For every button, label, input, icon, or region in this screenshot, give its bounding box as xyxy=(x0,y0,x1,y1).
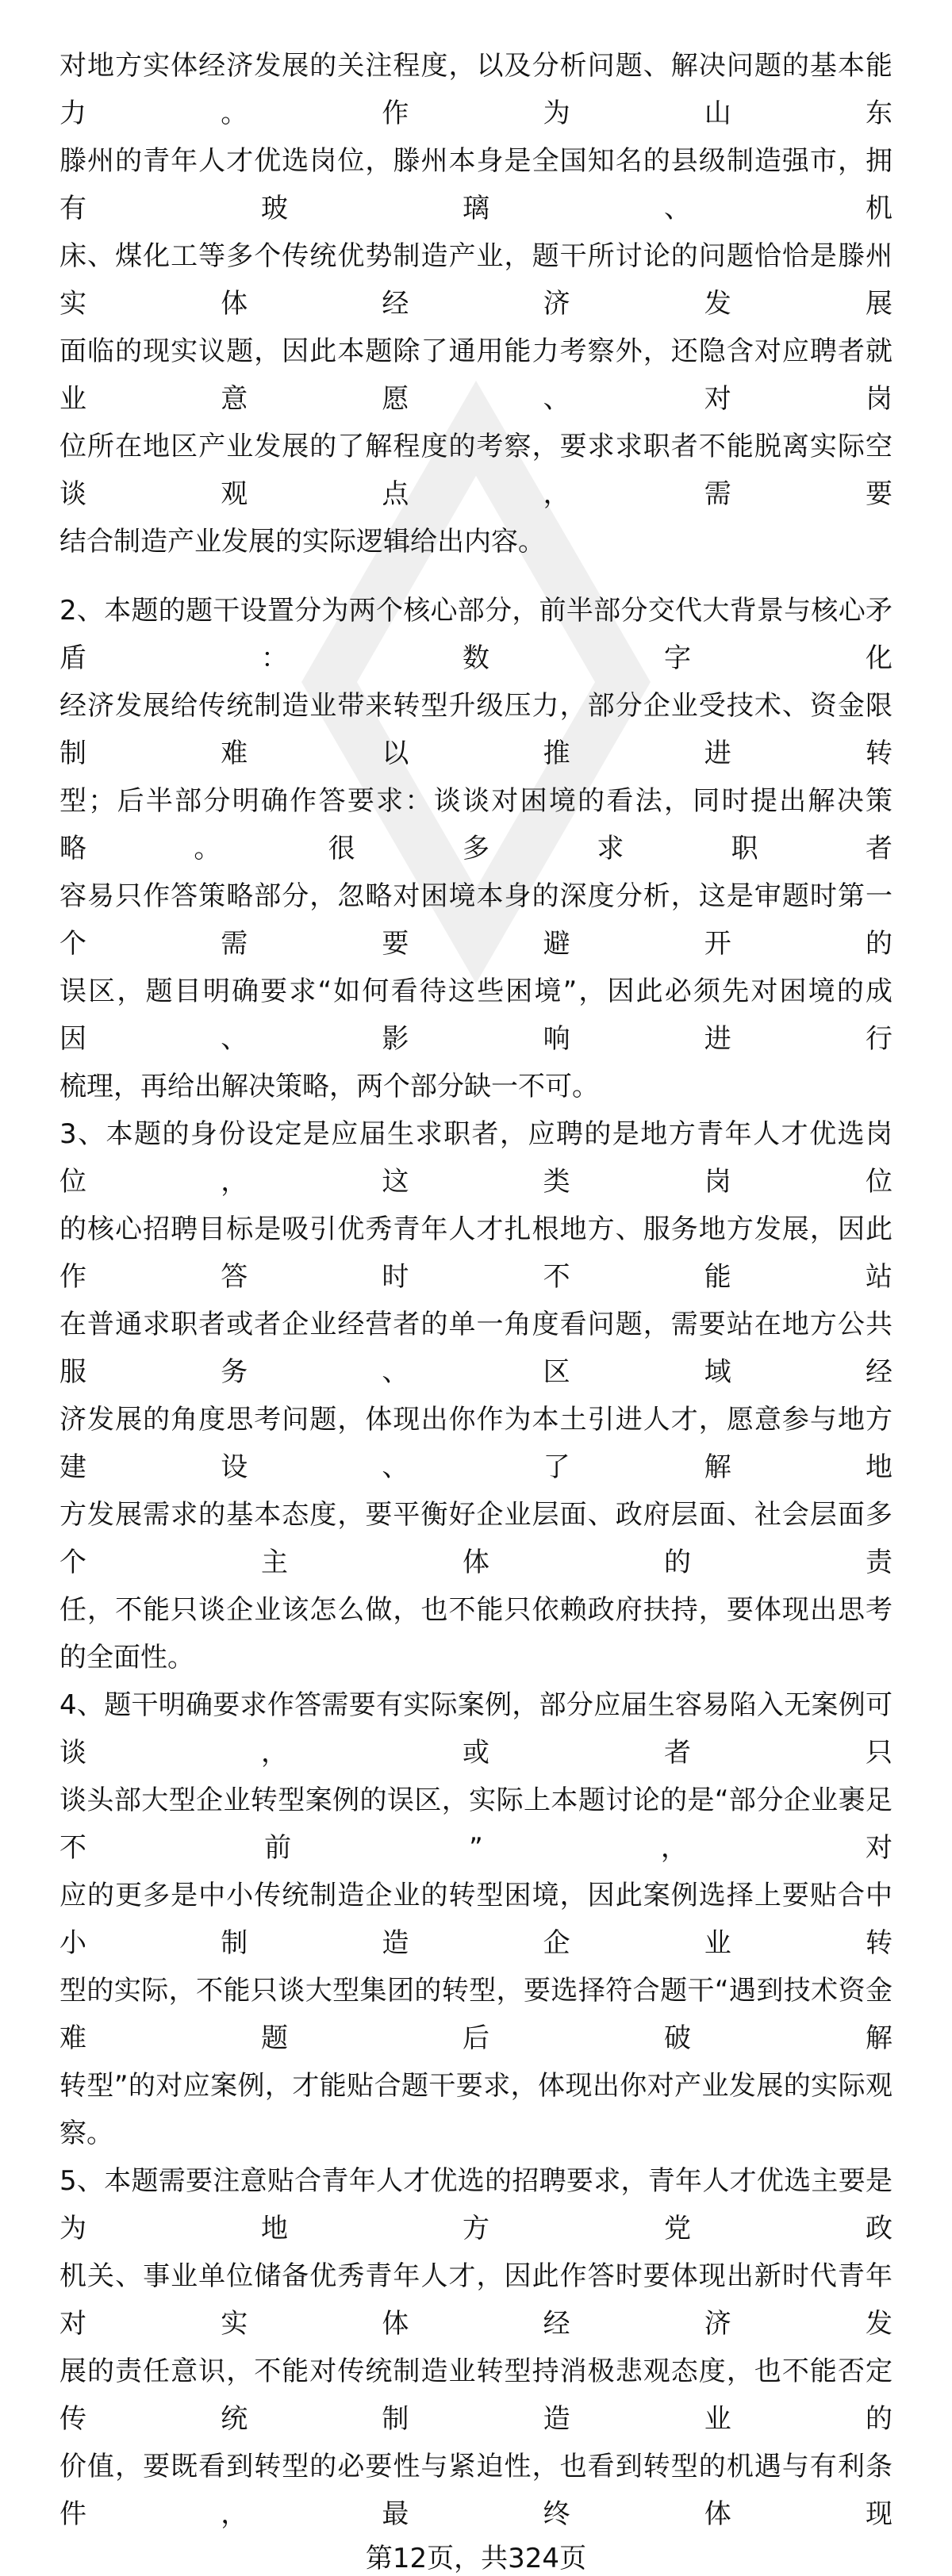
text-line: 应的更多是中小传统制造企业的转型困境，因此案例选择上要贴合中小制造企业转 xyxy=(60,1880,892,1959)
text-line: 面临的现实议题，因此本题除了通用能力考察外，还隐含对应聘者就业意愿、对岗 xyxy=(60,335,892,415)
text-line: 机关、事业单位储备优秀青年人才，因此作答时要体现出新时代青年对实体经济发 xyxy=(60,2260,892,2340)
text-line: 4、题干明确要求作答需要有实际案例，部分应届生容易陷入无案例可谈，或者只 xyxy=(60,1689,892,1769)
text-line: 转型”的对应案例，才能贴合题干要求，体现出你对产业发展的实际观察。 xyxy=(60,2070,892,2149)
text-line: 2、本题的题干设置分为两个核心部分，前半部分交代大背景与核心矛盾：数字化 xyxy=(60,595,892,674)
text-line: 误区，题目明确要求“如何看待这些困境”，因此必须先对困境的成因、影响进行 xyxy=(60,976,892,1055)
text-line: 济发展的角度思考问题，体现出你作为本土引进人才，愿意参与地方建设、了解地 xyxy=(60,1404,892,1483)
paragraph-point-4 xyxy=(60,1681,892,2157)
page-number: 第12页，共324页 xyxy=(365,2543,587,2574)
text-line: 结合制造产业发展的实际逻辑给出内容。 xyxy=(60,526,545,558)
text-line: 容易只作答策略部分，忽略对困境本身的深度分析，这是审题时第一个需要避开的 xyxy=(60,880,892,960)
paragraph-point-3 xyxy=(60,1110,892,1681)
text-line: 的核心招聘目标是吸引优秀青年人才扎根地方、服务地方发展，因此作答时不能站 xyxy=(60,1213,892,1293)
paragraph-point-2 xyxy=(60,587,892,1110)
text-line: 梳理，再给出解决策略，两个部分缺一不可。 xyxy=(60,1071,599,1102)
text-line: 价值，要既看到转型的必要性与紧迫性，也看到转型的机遇与有利条件，最终体现 xyxy=(60,2451,892,2530)
text-line: 任，不能只谈企业该怎么做，也不能只依赖政府扶持，要体现出思考的全面性。 xyxy=(60,1594,892,1673)
text-line: 5、本题需要注意贴合青年人才优选的招聘要求，青年人才优选主要是为地方党政 xyxy=(60,2165,892,2244)
paragraph-point-5 xyxy=(60,2157,892,2538)
text-line: 在普通求职者或者企业经营者的单一角度看问题，需要站在地方公共服务、区域经 xyxy=(60,1309,892,1388)
text-line: 谈头部大型企业转型案例的误区，实际上本题讨论的是“部分企业裹足不前”，对 xyxy=(60,1784,892,1864)
text-line: 方发展需求的基本态度，要平衡好企业层面、政府层面、社会层面多个主体的责 xyxy=(60,1499,892,1578)
text-line: 对地方实体经济发展的关注程度，以及分析问题、解决问题的基本能力。作为山东 xyxy=(60,50,892,129)
text-line: 滕州的青年人才优选岗位，滕州本身是全国知名的县级制造强市，拥有玻璃、机 xyxy=(60,145,892,224)
text-line: 型；后半部分明确作答要求：谈谈对困境的看法，同时提出解决策略。很多求职者 xyxy=(60,785,892,864)
paragraph-intro-continued xyxy=(60,42,892,565)
text-line: 展的责任意识，不能对传统制造业转型持消极悲观态度，也不能否定传统制造业的 xyxy=(60,2356,892,2435)
text-line: 型的实际，不能只谈大型集团的转型，要选择符合题干“遇到技术资金难题后破解 xyxy=(60,1975,892,2054)
text-line: 位所在地区产业发展的了解程度的考察，要求求职者不能脱离实际空谈观点，需要 xyxy=(60,431,892,510)
text-line: 床、煤化工等多个传统优势制造产业，题干所讨论的问题恰恰是滕州实体经济发展 xyxy=(60,240,892,320)
text-line: 3、本题的身份设定是应届生求职者，应聘的是地方青年人才优选岗位，这类岗位 xyxy=(60,1118,892,1198)
text-line: 经济发展给传统制造业带来转型升级压力，部分企业受技术、资金限制难以推进转 xyxy=(60,690,892,769)
